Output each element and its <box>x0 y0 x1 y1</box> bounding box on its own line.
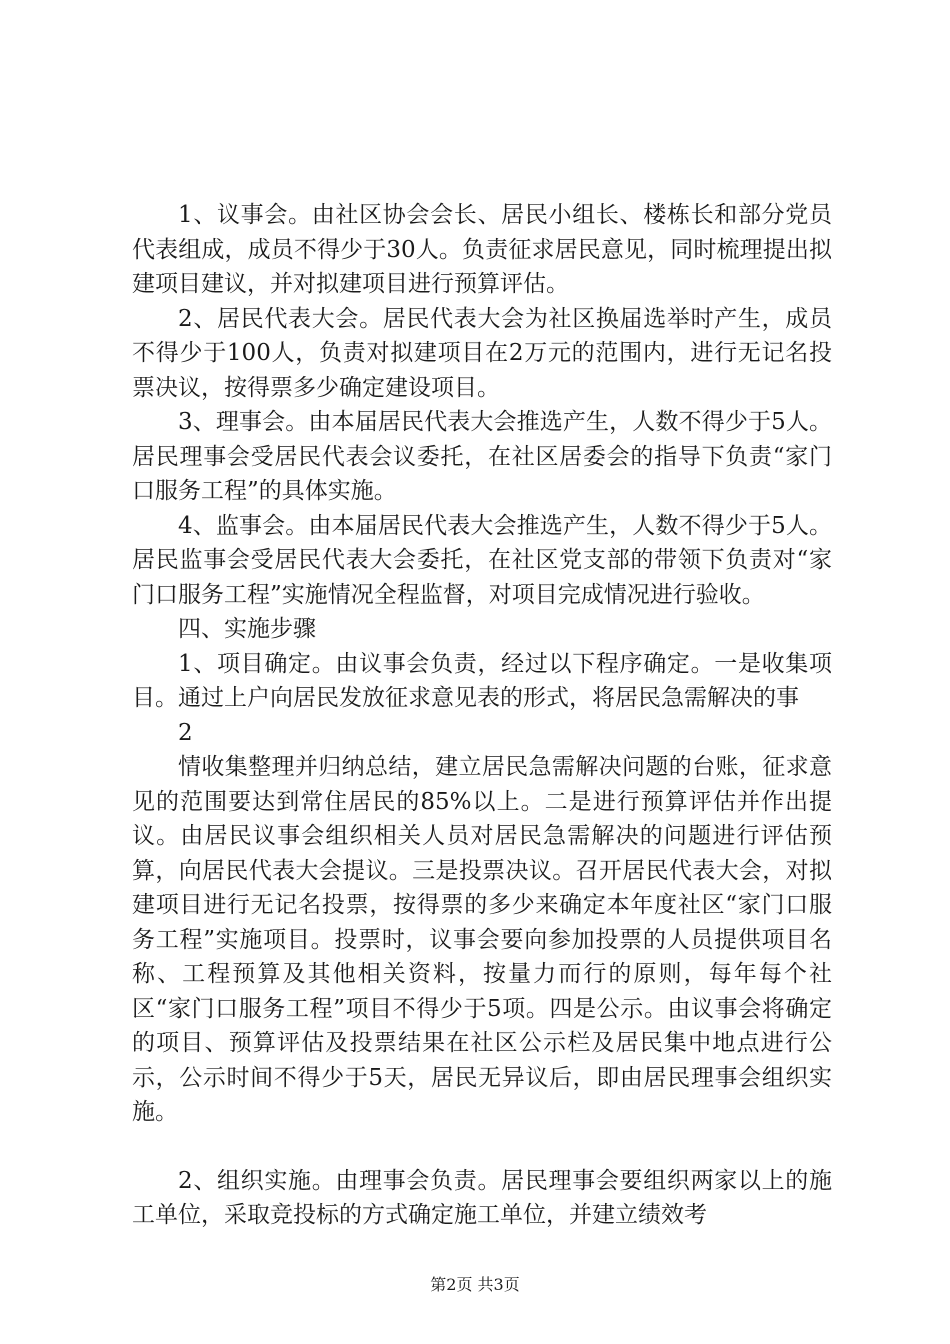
page-footer: 第2页 共3页 <box>430 1275 520 1294</box>
paragraph-project-determination: 1、项目确定。由议事会负责，经过以下程序确定。一是收集项目。通过上户向居民发放征求意见表的形式，将居民急需解决的事 <box>132 650 832 711</box>
section-heading-implementation-steps: 四、实施步骤 <box>178 616 316 642</box>
paragraph-supervisory-board: 4、监事会。由本届居民代表大会推选产生，人数不得少于5人。居民监事会受居民代表大会委托，在社区党支部的带领下负责对“家门口服务工程”实施情况全程监督，对项目完成情况进行验收。 <box>132 512 832 608</box>
paragraph-representative-assembly: 2、居民代表大会。居民代表大会为社区换届选举时产生，成员不得少于100人，负责对拟建项目在2万元的范围内，进行无记名投票决议，按得票多少确定建设项目。 <box>132 305 832 401</box>
paragraph-collection-continued: 情收集整理并归纳总结，建立居民急需解决问题的台账，征求意见的范围要达到常住居民的85%以上。二是进行预算评估并作出提议。由居民议事会组织相关人员对居民急需解决的问题进行评估预算，向居民代表大会提议。三是投票决议。召开居民代表大会，对拟建项目进行无记名投票，按得票的多少来确定本年度社区“家门口服务工程”实施项目。投票时，议事会要向参加投票的人员提供项目名称、工程预算及其他相关资料，按量力而行的原则，每年每个社区“家门口服务工程”项目不得少于5项。四是公示。由议事会将确定的项目、预算评估及投票结果在社区公示栏及居民集中地点进行公示，公示时间不得少于5天，居民无异议后，即由居民理事会组织实施。 <box>132 754 832 1125</box>
paragraph-council: 1、议事会。由社区协会会长、居民小组长、楼栋长和部分党员代表组成，成员不得少于30人。负责征求居民意见，同时梳理提出拟建项目建议，并对拟建项目进行预算评估。 <box>132 202 832 297</box>
inline-page-number: 2 <box>178 719 193 746</box>
paragraph-organize-implementation: 2、组织实施。由理事会负责。居民理事会要组织两家以上的施工单位，采取竞投标的方式确定施工单位，并建立绩效考 <box>132 1167 832 1228</box>
document-body <box>132 198 832 1233</box>
paragraph-board: 3、理事会。由本届居民代表大会推选产生，人数不得少于5人。居民理事会受居民代表会议委托，在社区居委会的指导下负责“家门口服务工程”的具体实施。 <box>132 409 832 504</box>
